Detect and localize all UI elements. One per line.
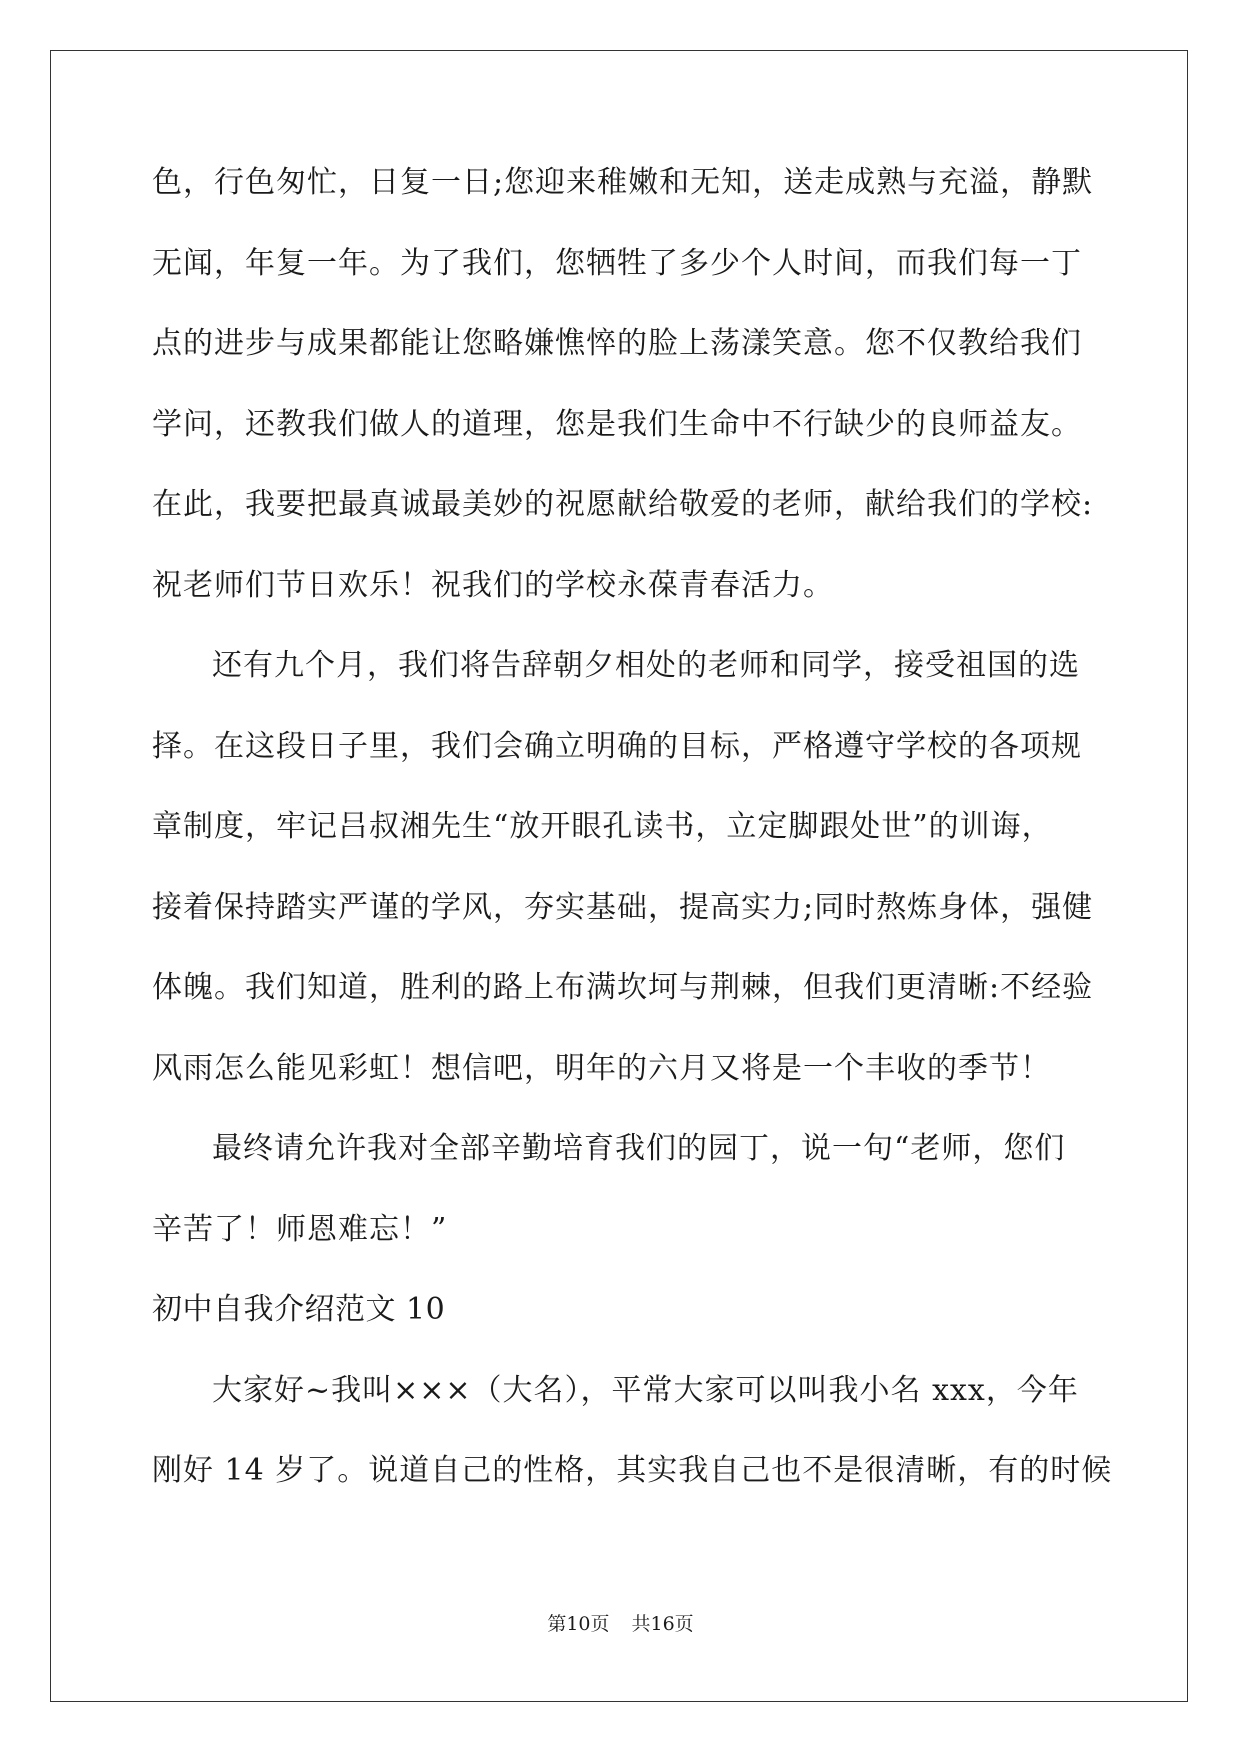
- text-line: 无闻，年复一年。为了我们，您牺牲了多少个人时间，而我们每一丁: [152, 245, 1082, 281]
- text-line-indented: 还有九个月，我们将告辞朝夕相处的老师和同学，接受祖国的选: [212, 648, 1080, 683]
- page-number: 第10页: [547, 1613, 610, 1635]
- text-line: 体魄。我们知道，胜利的路上布满坎坷与荆棘，但我们更清晰:不经验: [152, 970, 1094, 1005]
- text-line: 在此，我要把最真诚最美妙的祝愿献给敬爱的老师，献给我们的学校:: [152, 487, 1094, 522]
- text-line: 色，行色匆忙，日复一日;您迎来稚嫩和无知，送走成熟与充溢，静默: [152, 165, 1094, 200]
- text-line-indented: 最终请允许我对全部辛勤培育我们的园丁，说一句“老师，您们: [212, 1131, 1066, 1166]
- text-line: 风雨怎么能见彩虹！想信吧，明年的六月又将是一个丰收的季节！: [152, 1050, 1051, 1086]
- text-line: 学问，还教我们做人的道理，您是我们生命中不行缺少的良师益友。: [152, 406, 1082, 442]
- text-line: 祝老师们节日欢乐！祝我们的学校永葆青春活力。: [152, 567, 834, 603]
- text-line-indented: 大家好~我叫×××（大名），平常大家可以叫我小名 xxx，今年: [212, 1372, 1079, 1408]
- document-body: [152, 163, 1113, 1532]
- text-line: 辛苦了！师恩难忘！”: [152, 1211, 448, 1247]
- text-line: 点的进步与成果都能让您略嫌憔悴的脸上荡漾笑意。您不仅教给我们: [152, 326, 1082, 361]
- page-total: 共16页: [631, 1613, 694, 1635]
- section-heading: 初中自我介绍范文 10: [152, 1292, 446, 1327]
- text-line: 刚好 14 岁了。说道自己的性格，其实我自己也不是很清晰，有的时候: [152, 1453, 1113, 1488]
- text-line: 章制度，牢记吕叔湘先生“放开眼孔读书，立定脚跟处世”的训诲，: [152, 809, 1053, 844]
- text-line: 接着保持踏实严谨的学风，夯实基础，提高实力;同时熬炼身体，强健: [152, 889, 1094, 925]
- page-footer: [0, 1612, 1241, 1636]
- text-line: 择。在这段日子里，我们会确立明确的目标，严格遵守学校的各项规: [152, 728, 1082, 764]
